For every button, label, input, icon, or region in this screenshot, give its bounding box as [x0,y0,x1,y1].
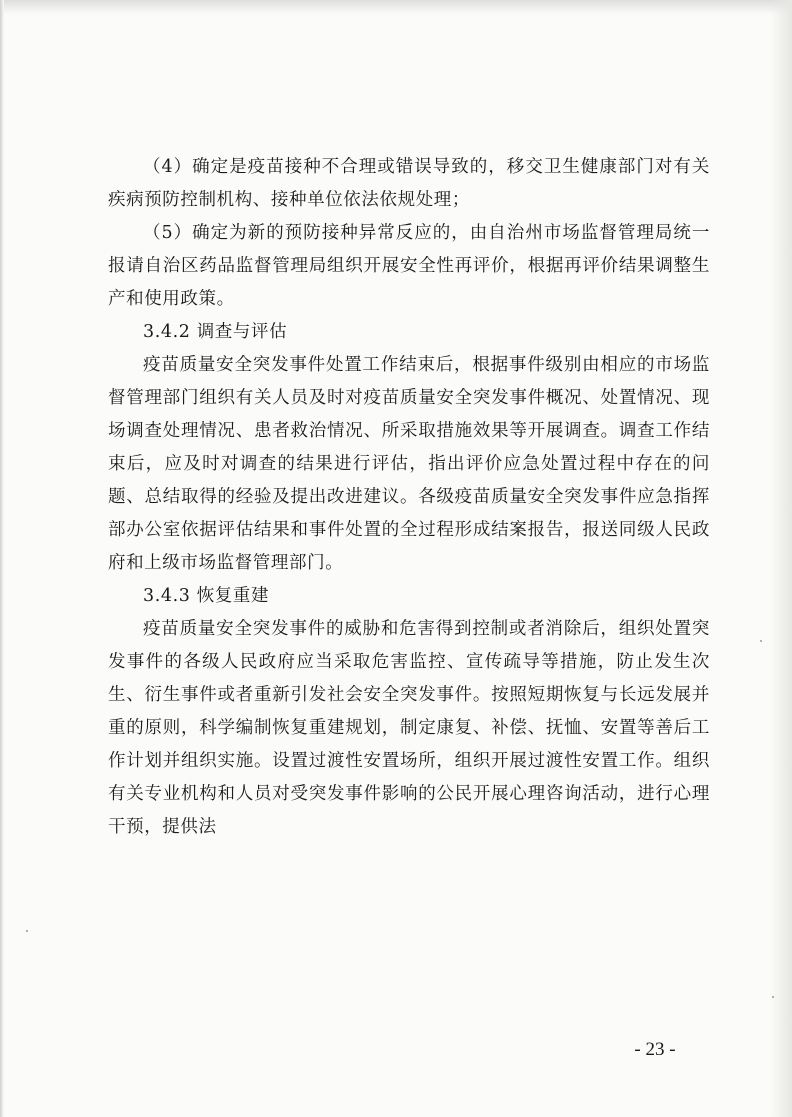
section-heading-3-4-2: 3.4.2 调查与评估 [143,322,288,342]
scan-edge-right [770,0,792,1117]
paragraph-item-5: （5）确定为新的预防接种异常反应的，由自治州市场监督管理局统一报请自治区药品监督管理局组织开展安全性再评价，根据再评价结果调整生产和使用政策。 [108,223,710,309]
body-text [108,151,710,844]
page-number: - 23 - [634,1039,676,1060]
scan-speck [26,930,28,932]
section-heading-3-4-3: 3.4.3 恢复重建 [143,586,270,606]
scan-speck [760,640,762,642]
scan-speck [772,996,774,998]
scan-edge-top [0,0,792,14]
paragraph-item-4: （4）确定是疫苗接种不合理或错误导致的，移交卫生健康部门对有关疾病预防控制机构、接种单位依法依规处理； [108,157,710,210]
paragraph-recovery: 疫苗质量安全突发事件的威胁和危害得到控制或者消除后，组织处置突发事件的各级人民政府应当采取危害监控、宣传疏导等措施，防止发生次生、衍生事件或者重新引发社会安全突发事件。按照短期恢复与长远发展并重的原则，科学编制恢复重建规划，制定康复、补偿、抚恤、安置等善后工作计划并组织实施。设置过渡性安置场所，组织开展过渡性安置工作。组织有关专业机构和人员对受突发事件影响的公民开展心理咨询活动，进行心理干预，提供法 [108,619,710,837]
scan-edge-left [0,0,4,1117]
paragraph-investigation: 疫苗质量安全突发事件处置工作结束后，根据事件级别由相应的市场监督管理部门组织有关人员及时对疫苗质量安全突发事件概况、处置情况、现场调查处理情况、患者救治情况、所采取措施效果等开展调查。调查工作结束后，应及时对调查的结果进行评估，指出评价应急处置过程中存在的问题、总结取得的经验及提出改进建议。各级疫苗质量安全突发事件应急指挥部办公室依据评估结果和事件处置的全过程形成结案报告，报送同级人民政府和上级市场监督管理部门。 [108,355,710,573]
